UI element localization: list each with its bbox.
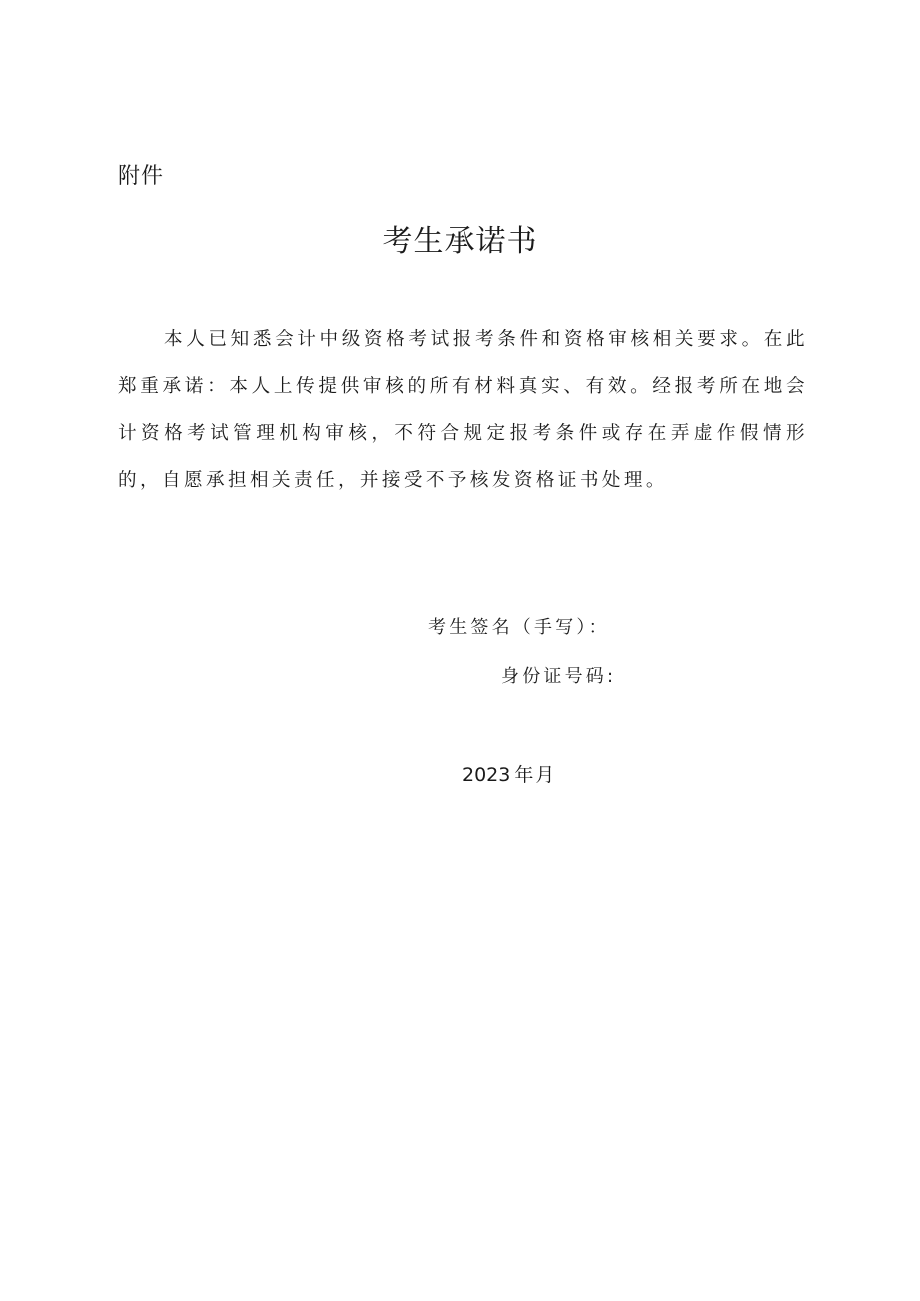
signature-label: 考生签名（手写）： xyxy=(428,617,610,638)
pledge-paragraph: 本人已知悉会计中级资格考试报考条件和资格审核相关要求。在此郑重承诺：本人上传提供审核的所有材料真实、有效。经报考所在地会计资格考试管理机构审核，不符合规定报考条件或存在弄虚作假情形的，自愿承担相关责任，并接受不予核发资格证书处理。 xyxy=(118,329,808,491)
date-year: 2023 xyxy=(462,764,511,786)
page-title: 考生承诺书 xyxy=(382,224,538,259)
date-line xyxy=(462,762,556,788)
date-suffix: 年月 xyxy=(514,764,557,786)
attachment-label: 附件 xyxy=(118,164,165,189)
id-number-label: 身份证号码: xyxy=(501,666,617,687)
